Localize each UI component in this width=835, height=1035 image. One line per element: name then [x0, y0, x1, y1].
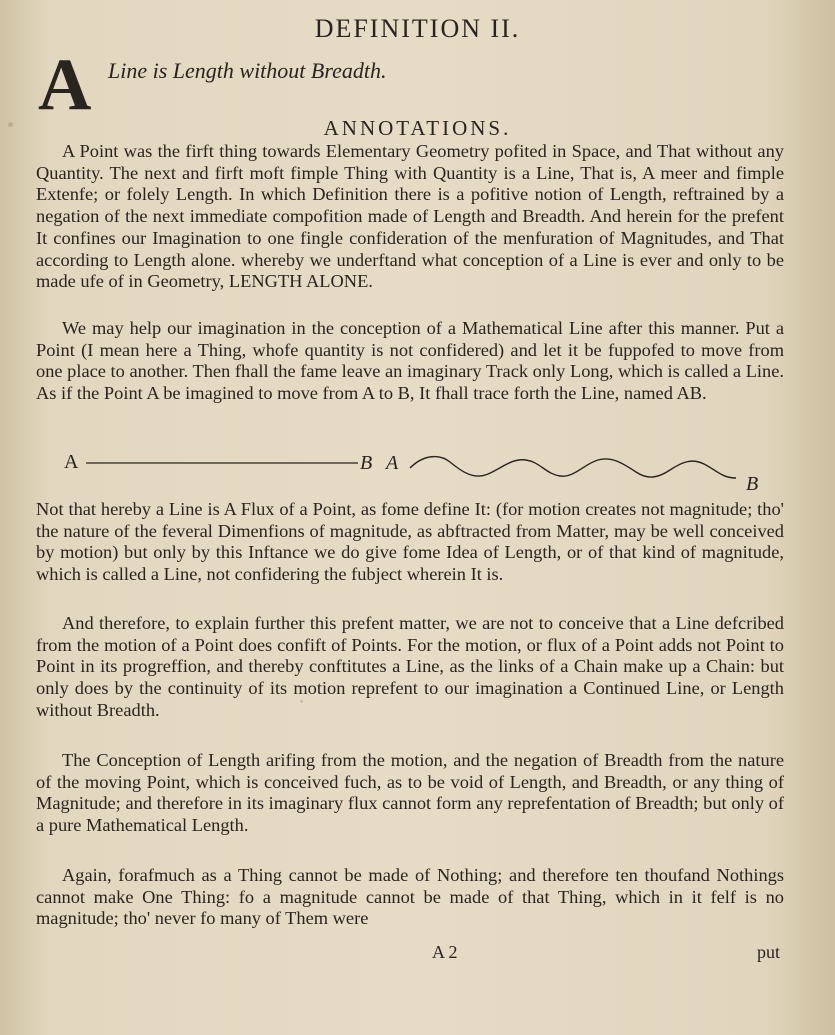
paragraph-text: We may help our imagination in the conception of a Mathematical Line after this manner. Put a Point (I mean here a Thing, whofe quantity is not confidered) and let it be fuppofed to move from one place to another. Then fhall the fame leave an imaginary Track only Long, which is called a Line. As if the Point A be imagined to move from A to B, It fhall trace forth the Line, named AB. — [36, 318, 784, 404]
catchword: put — [756, 942, 780, 962]
label-a-wavy: A — [386, 452, 399, 474]
annotations-heading: ANNOTATIONS. — [323, 116, 512, 140]
paragraph-6 — [36, 865, 784, 930]
label-b-straight: B — [360, 452, 373, 474]
paragraph-text: A Point was the firft thing towards Elementary Geometry pofited in Space, and That without any Quantity. The next and firft moft fimple Thing with Quantity is a Line, That is, A meer and fimple Extenfe; or folely Length. In which Definition there is a pofitive notion of Length, reftrained by a negation of the next immediate compofition made of Length and Breadth. And herein for the prefent It confines our Imagination to one fingle confideration of the menfuration of Magnitudes, and That according to Length alone. whereby we underftand what conception of a Line is ever and only to be made ufe of in Geometry, LENGTH ALONE. — [36, 141, 784, 292]
definition-heading: DEFINITION II. — [314, 14, 521, 43]
line-figure — [36, 448, 784, 494]
wavy-line — [410, 457, 736, 478]
paragraph-text: Not that hereby a Line is A Flux of a Point, as fome define It: (for motion creates not magnitude; tho' the nature of the feveral Dimenfions of magnitude, as abftracted from Matter, may be well conceived by motion) but only by this Inftance we do give fome Idea of Length, or of that kind of magnitude, which is called a Line, not confidering the fubject wherein It is. — [36, 499, 784, 585]
paragraph-5 — [36, 750, 784, 837]
paragraph-text: Again, forafmuch as a Thing cannot be made of Nothing; and therefore ten thoufand Nothings cannot make One Thing: fo a magnitude cannot be made of that Thing, which in it felf is no magnitude; tho' never fo many of Them were — [36, 865, 784, 929]
paper-spot — [300, 700, 303, 703]
label-a-straight: A — [64, 451, 79, 473]
paragraph-2 — [36, 318, 784, 405]
paragraph-3 — [36, 499, 784, 586]
paragraph-4 — [36, 613, 784, 722]
paragraph-text: And therefore, to explain further this prefent matter, we are not to conceive that a Line defcribed from the motion of a Point does confift of Points. For the motion, or flux of a Point adds not Point to Point in its progreffion, and thereby conftitutes a Line, as the links of a Chain make up a Chain: but only does by the continuity of its motion reprefent to our imagination a Continued Line, or Length without Breadth. — [36, 613, 784, 720]
definition-text: Line is Length without Breadth. — [108, 58, 387, 83]
drop-cap: A — [38, 44, 92, 126]
paper-spot — [8, 122, 13, 127]
label-b-wavy: B — [746, 473, 759, 494]
paragraph-text: The Conception of Length arifing from the motion, and the negation of Breadth from the nature of the moving Point, which is conceived fuch, as to be void of Length, and Breadth, or any thing of Magnitude; and therefore in its imaginary flux cannot form any reprefentation of Breadth; but only of a pure Mathematical Length. — [36, 750, 784, 836]
paragraph-1 — [36, 141, 784, 293]
page-footer — [0, 942, 835, 966]
signature-mark: A 2 — [432, 942, 458, 962]
